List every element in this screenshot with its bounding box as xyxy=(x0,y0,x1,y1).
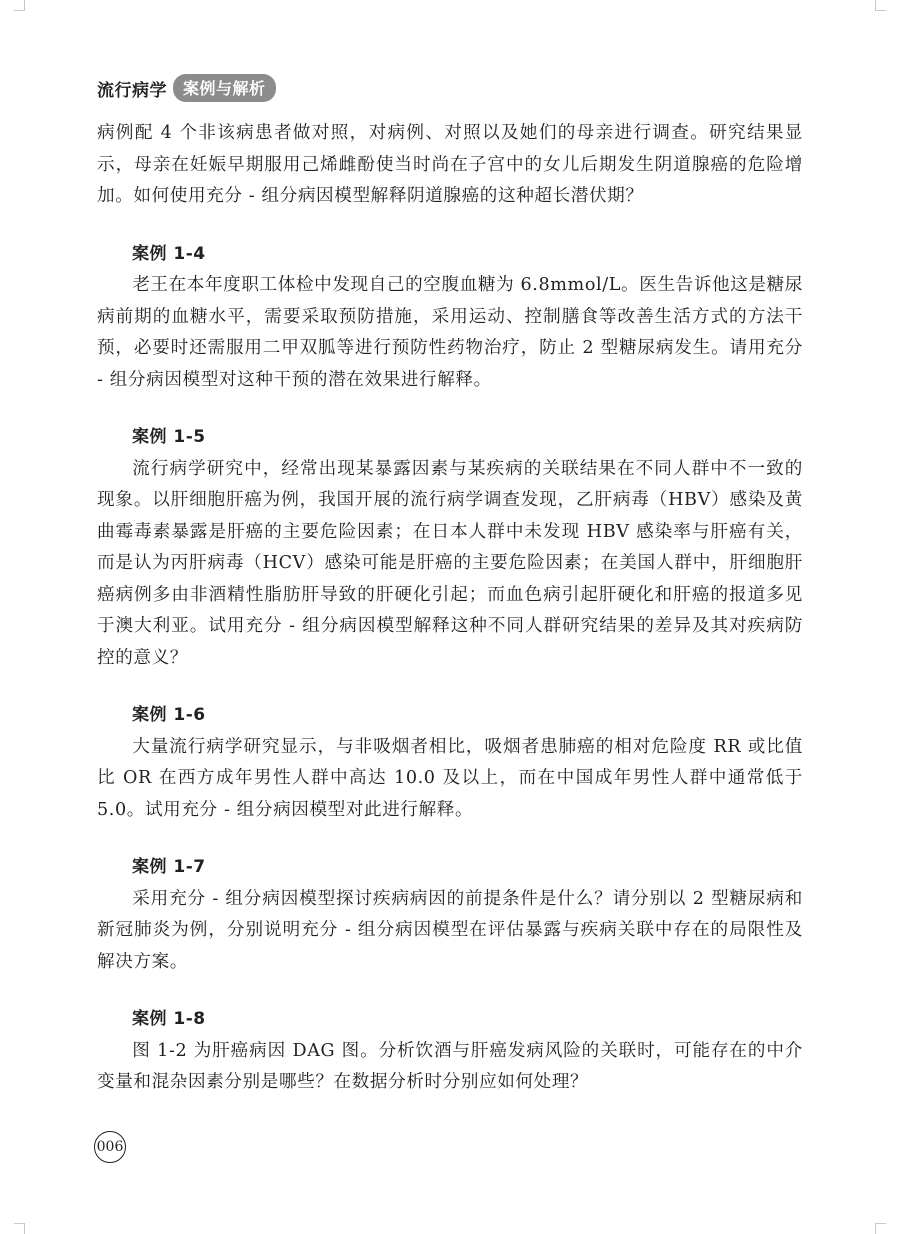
book-title: 流行病学 xyxy=(97,80,167,101)
case-text: 流行病学研究中，经常出现某暴露因素与某疾病的关联结果在不同人群中不一致的现象。以肝细胞肝癌为例，我国开展的流行病学调查发现，乙肝病毒（HBV）感染及黄曲霉毒素暴露是肝癌的主要危险因素；在日本人群中未发现 HBV 感染率与肝癌有关，而是认为丙肝病毒（HCV）感染可能是肝癌的主要危险因素；在美国人群中，肝细胞肝癌病例多由非酒精性脂肪肝导致的肝硬化引起；而血色病引起肝硬化和肝癌的报道多见于澳大利亚。试用充分 - 组分病因模型解释这种不同人群研究结果的差异及其对疾病防控的意义？ xyxy=(97,458,803,668)
case-text: 图 1-2 为肝癌病因 DAG 图。分析饮酒与肝癌发病风险的关联时，可能存在的中介变量和混杂因素分别是哪些？在数据分析时分别应如何处理？ xyxy=(97,1040,803,1092)
case-heading: 案例 1-7 xyxy=(132,857,206,877)
case-1-7 xyxy=(97,852,803,978)
running-head xyxy=(97,74,276,102)
case-1-8 xyxy=(97,1004,803,1099)
series-badge: 案例与解析 xyxy=(173,74,276,102)
continued-paragraph: 病例配 4 个非该病患者做对照，对病例、对照以及她们的母亲进行调查。研究结果显示，母亲在妊娠早期服用己烯雌酚使当时尚在子宫中的女儿后期发生阴道腺癌的危险增加。如何使用充分 - 组分病因模型解释阴道腺癌的这种超长潜伏期？ xyxy=(97,123,803,206)
case-heading: 案例 1-8 xyxy=(132,1009,206,1029)
page-body xyxy=(97,118,803,1099)
case-1-4 xyxy=(97,239,803,397)
crop-mark-bottom-right xyxy=(875,1223,886,1234)
crop-mark-top-right xyxy=(875,0,886,11)
case-1-6 xyxy=(97,700,803,826)
crop-mark-top-left xyxy=(14,0,25,11)
case-heading: 案例 1-4 xyxy=(132,243,206,264)
crop-mark-bottom-left xyxy=(14,1223,25,1234)
case-1-5 xyxy=(97,422,803,674)
case-text: 大量流行病学研究显示，与非吸烟者相比，吸烟者患肺癌的相对危险度 RR 或比值比 OR 在西方成年男性人群中高达 10.0 及以上，而在中国成年男性人群中通常低于 5.0。试用充分 - 组分病因模型对此进行解释。 xyxy=(97,736,803,820)
case-heading: 案例 1-6 xyxy=(132,705,206,725)
case-heading: 案例 1-5 xyxy=(132,427,206,447)
case-text: 采用充分 - 组分病因模型探讨疾病病因的前提条件是什么？请分别以 2 型糖尿病和新冠肺炎为例，分别说明充分 - 组分病因模型在评估暴露与疾病关联中存在的局限性及解决方案。 xyxy=(97,888,803,972)
page-number: 006 xyxy=(94,1131,126,1163)
case-text: 老王在本年度职工体检中发现自己的空腹血糖为 6.8mmol/L。医生告诉他这是糖尿病前期的血糖水平，需要采取预防措施，采用运动、控制膳食等改善生活方式的方法干预，必要时还需服用二甲双胍等进行预防性药物治疗，防止 2 型糖尿病发生。请用充分 - 组分病因模型对这种干预的潜在效果进行解释。 xyxy=(97,275,803,390)
